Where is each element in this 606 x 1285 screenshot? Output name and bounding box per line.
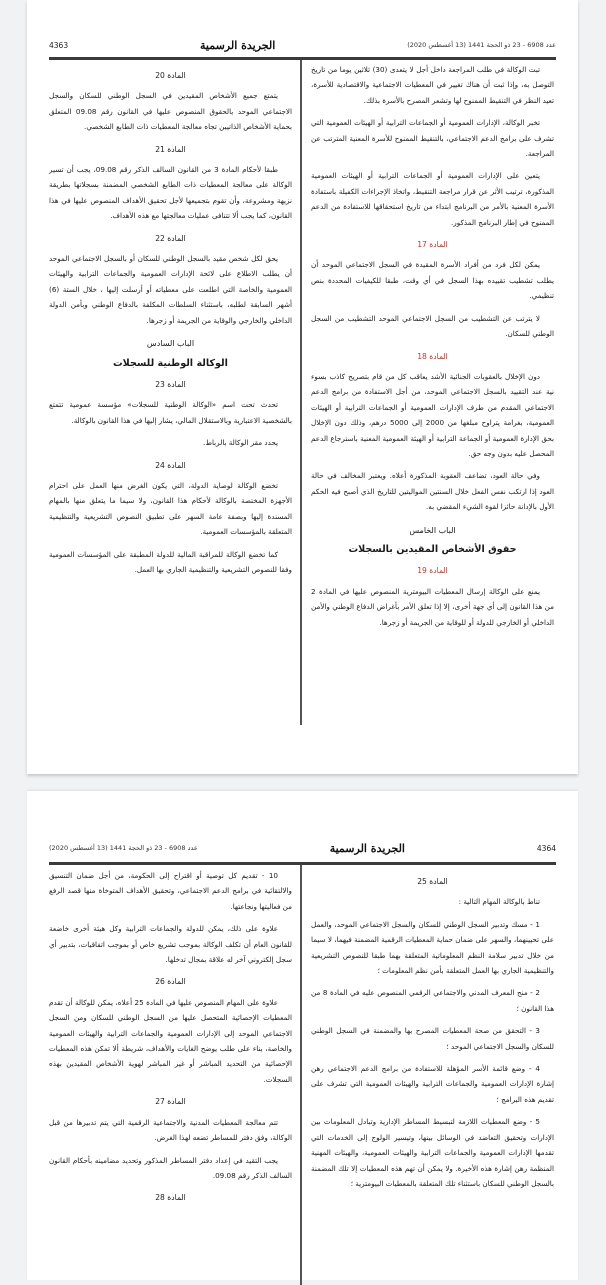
article-heading-17: المادة 17	[417, 240, 448, 250]
article-heading-26: المادة 26	[155, 977, 186, 987]
paragraph: يتعين على الإدارات العمومية أو الجماعات الترابية أو الهيئات العمومية المذكورة، ترتيب الأثر عن قرار مراجعة التنقيط، واتخاذ الإجراءات الكفيلة باستفادة الأسرة المعنية بالأمر من البرنامج ابتداء من تاريخ استحقاقها للاستفادة من الدعم الممنوح في إطار البرنامج المذكور.	[311, 171, 554, 227]
list-item: 10 - تقديم كل توصية أو اقتراح إلى الحكومة، من أجل ضمان التنسيق والالتقائية في برامج الدعم الاجتماعي، وتحقيق الأهداف المتوخاة منها قصد الرفع من فعاليتها ونجاعتها.	[49, 871, 292, 911]
paragraph: وفي حالة العود، تضاعف العقوبة المذكورة أعلاه. ويعتبر المخالف في حالة العود إذا ارتكب نفس الفعل خلال السنتين المواليتين للتاريخ الذي أصبح فيه الحكم الأول بالإدانة حائزا لقوة الشيء المقضي به.	[311, 471, 554, 512]
article-heading-19: المادة 19	[417, 566, 448, 576]
header-divider	[49, 57, 556, 60]
gazette-title: الجريدة الرسمية	[329, 841, 405, 855]
page-number: 4363	[49, 40, 69, 50]
paragraph: يحق لكل شخص مقيد بالسجل الوطني للسكان أو بالسجل الاجتماعي الموحد أن يطلب الاطلاع على لائحة الإدارات العمومية والجماعات الترابية والهيئات العمومية والخاصة التي اطلعت على معطياته أو أرسلت إليها ، خلال الستة (6) أشهر السابقة لطلبه، باستثناء السلطات المكلفة بالدفاع الوطني وبأمن الدولة الداخلي والخارجي والوقاية من الجريمة أو زجرها.	[49, 254, 292, 325]
issue-info: عدد 6908 - 23 ذو الحجة 1441 (13 أغسطس 2020)	[49, 844, 198, 852]
list-item: 4 - وضع قائمة الأسر المؤهلة للاستفادة من برامج الدعم الاجتماعي رهن إشارة الإدارات العمومية والجماعات الترابية والهيئات العمومية التي تشرف على تقديم هذه البرامج ؛	[311, 1064, 554, 1104]
paragraph: يتمتع جميع الأشخاص المقيدين في السجل الوطني للسكان والسجل الاجتماعي الموحد بالحقوق المنصوص عليها في القانون رقم 09.08 المتعلق بحماية الأشخاص الذاتيين تجاه معالجة المعطيات ذات الطابع الشخصي.	[49, 91, 293, 132]
right-column	[311, 62, 554, 637]
column-divider	[300, 60, 302, 725]
paragraph: يمنع على الوكالة إرسال المعطيات البيومترية المنصوص عليها في المادة 2 من هذا القانون إلى أي جهة أخرى، إلا إذا تعلق الأمر بأغراض الدفاع الوطني والأمن الداخلي أو الخارجي للدولة أو للوقاية من الجريمة أو زجرها.	[311, 586, 554, 627]
paragraph: يحدد مقر الوكالة بالرباط.	[203, 438, 278, 448]
page-header	[49, 837, 556, 859]
paragraph: تحدث تحت اسم «الوكالة الوطنية للسجلات» مؤسسة عمومية تتمتع بالشخصية الاعتبارية وبالاستقلال المالي، يشار إليها في هذا القانون بالوكالة.	[49, 400, 292, 425]
right-column	[311, 868, 554, 1198]
chapter-label: الباب السادس	[146, 339, 195, 349]
page-header	[49, 34, 556, 56]
list-item: 5 - وضع المعطيات اللازمة لتبسيط المساطر الإدارية وتبادل المعلومات بين الإدارات وتحقيق التعاضد في الوسائل بينها، وتيسير الولوج إلى الخدمات التي تقدمها الإدارات العمومية والجماعات الترابية والهيئات العمومية، والهيئات المهنية المنظمة رهن إشارة هذه الأخيرة. ولا يمكن أن تهم هذه المعطيات إلا تلك المضمنة بالسجل الوطني للسكان باستثناء تلك المتعلقة بالمعطيات البيومترية ؛	[311, 1117, 554, 1188]
paragraph: دون الإخلال بالعقوبات الجنائية الأشد يعاقب كل من قام بتصريح كاذب بسوء نية عند التقييد بالسجل الاجتماعي الموحد، من أجل الاستفادة من برامج الدعم الاجتماعي المقدم من طرف الإدارات العمومية أو الجماعات الترابية أو الهيئات العمومية، بغرامة يتراوح مبلغها من 2000 إلى 5000 درهم، وذلك دون الإخلال بحق الإدارة العمومية أو الجماعة الترابية أو الهيئة العمومية المعنية باسترجاع الدعم المحصل عليه بدون وجه حق.	[311, 371, 554, 458]
chapter-title: حقوق الأشخاص المقيدين بالسجلات	[348, 543, 517, 555]
paragraph: تبت الوكالة في طلب المراجعة داخل أجل لا يتعدى (30) ثلاثين يوما من تاريخ التوصل به، وإذا ثبت أن هناك تغيير في المعطيات الاجتماعية والاقتصادية للأسرة، تعيد النظر في التنقيط الممنوح لها وتشعر المصرح بالأسرة بذلك.	[311, 65, 554, 105]
column-divider	[300, 865, 302, 1285]
gazette-page-4363	[27, 0, 578, 774]
chapter-label: الباب الخامس	[409, 525, 456, 535]
page-number: 4364	[536, 843, 556, 853]
chapter-title: الوكالة الوطنية للسجلات	[113, 357, 228, 369]
paragraph: علاوة على ذلك، يمكن للدولة والجماعات الترابية وكل هيئة أخرى خاضعة للقانون العام أن تكلف الوكالة بموجب تشريع خاص أو بموجب اتفاقيات، بتدبير أي سجل إلكتروني آخر له علاقة بمجال تدخلها.	[49, 924, 292, 965]
article-heading-24: المادة 24	[155, 460, 186, 470]
gazette-title: الجريدة الرسمية	[200, 38, 276, 52]
list-item: 2 - منح المعرف المدني والاجتماعي الرقمي المنصوص عليه في المادة 8 من هذا القانون ؛	[311, 988, 554, 1013]
header-divider	[49, 862, 556, 865]
gazette-page-4364	[27, 791, 578, 1280]
left-column	[49, 868, 292, 1211]
paragraph: تخبر الوكالة، الإدارات العمومية أو الجماعات الترابية أو الهيئات العمومية التي تشرف على برامج الدعم الاجتماعي، بالتنقيط الممنوح للأسرة المعنية المترتب عن المراجعة.	[311, 118, 554, 159]
list-item: 1 - مسك وتدبير السجل الوطني للسكان والسجل الاجتماعي الموحد، والعمل على تحيينهما، والسهر على ضمان حماية المعطيات الرقمية المضمنة فيهما، لا سيما من خلال تدبير سلامة النظم المعلوماتية المتعلقة بهما طبقا للنصوص التشريعية والتنظيمية الجاري بها العمل المتعلقة بأمن نظم المعلومات ؛	[311, 919, 554, 976]
paragraph: طبقا لأحكام المادة 3 من القانون السالف الذكر رقم 09.08، يجب أن تسير الوكالة على معالجة المعطيات ذات الطابع الشخصي المضمنة بسجلاتها بطريقة نزيهة ومشروعة، وأن تقوم بتجميعها لأجل تحقيق الأهداف المنصوص عليها في هذا القانون، كما يجب ألا تتنافى عمليات معالجتها مع هذه الأهداف.	[49, 165, 292, 221]
issue-info: عدد 6908 - 23 ذو الحجة 1441 (13 أغسطس 2020)	[407, 41, 556, 49]
article-heading-23: المادة 23	[155, 379, 186, 389]
paragraph: يجب التقيد في إعداد دفتر المساطر المذكور وتحديد مضامينه بأحكام القانون السالف الذكر رقم 09.08.	[49, 1155, 292, 1180]
paragraph: تناط بالوكالة المهام التالية :	[458, 897, 540, 907]
paragraph: يمكن لكل فرد من أفراد الأسرة المقيدة في السجل الاجتماعي الموحد أن يطلب تشطيب تقييده بهذا السجل في أي وقت، طبقا للكيفيات المحددة بنص تنظيمي.	[311, 260, 554, 301]
paragraph: كما تخضع الوكالة للمراقبة المالية للدولة المطبقة على المؤسسات العمومية وفقا للنصوص التشريعية والتنظيمية الجاري بها العمل.	[49, 549, 292, 574]
article-heading-20: المادة 20	[155, 71, 186, 80]
paragraph: تتم معالجة المعطيات المدنية والاجتماعية الرقمية التي يتم تدبيرها من قبل الوكالة، وفق دفتر للمساطر تضعه لهذا الغرض.	[49, 1117, 292, 1143]
article-heading-18: المادة 18	[417, 351, 448, 361]
paragraph: تخضع الوكالة لوصاية الدولة، التي يكون الغرض منها العمل على احترام الأجهزة المختصة بالوكالة لأحكام هذا القانون، ولا سيما ما يتعلق منها بالمهام المسندة إليها وبصفة عامة السهر على تطبيق النصوص التشريعية والتنظيمية المتعلقة بالمؤسسات العمومية.	[49, 480, 292, 537]
article-heading-28: المادة 28	[155, 1193, 186, 1203]
article-heading-22: المادة 22	[155, 233, 186, 243]
list-item: 3 - التحقق من صحة المعطيات المصرح بها والمضمنة في السجل الوطني للسكان والسجل الاجتماعي الموحد ؛	[311, 1026, 554, 1051]
left-column	[49, 62, 292, 584]
paragraph: لا يترتب عن التشطيب من السجل الاجتماعي الموحد التشطيب من السجل الوطني للسكان.	[311, 313, 554, 339]
article-heading-25: المادة 25	[417, 877, 448, 886]
article-heading-27: المادة 27	[155, 1097, 186, 1107]
paragraph: علاوة على المهام المنصوص عليها في المادة 25 أعلاه، يمكن للوكالة أن تقدم المعطيات الإحصائية المتحصل عليها من السجل الوطني للسكان ومن السجل الاجتماعي الموحد إلى الإدارات العمومية والجماعات الترابية والهيئات العمومية والخاصة، بناء على طلب يوضح الغايات والأهداف، شريطة ألا تمكن هذه المعطيات الإحصائية من التحديد المباشر أو غير المباشر لهوية الأشخاص المقيدين بهذه السجلات.	[49, 997, 292, 1084]
article-heading-21: المادة 21	[155, 144, 186, 154]
